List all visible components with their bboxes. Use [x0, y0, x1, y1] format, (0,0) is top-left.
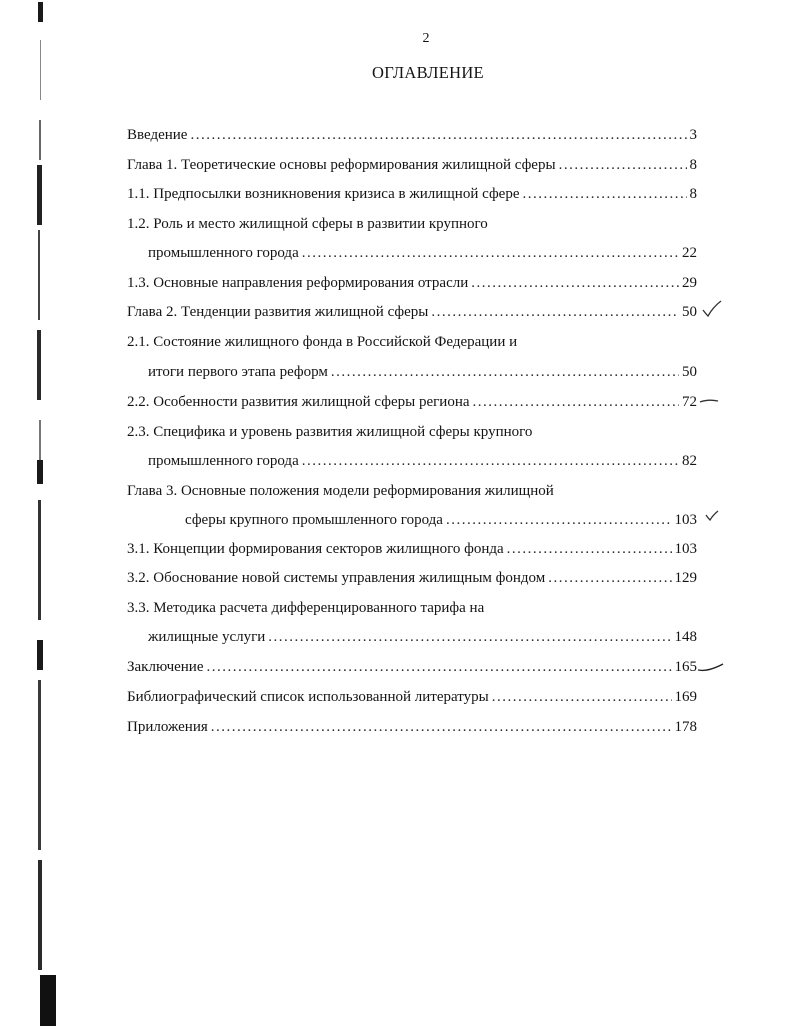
toc-entry-1-2[interactable]: [127, 213, 488, 235]
toc-entry-text: 1.3. Основные направления реформирования отрасли: [127, 275, 469, 291]
dot-leader: [559, 154, 687, 176]
dot-leader: [473, 391, 679, 413]
handwritten-dash-icon: [698, 396, 722, 406]
toc-entry-text: промышленного города: [148, 245, 299, 261]
toc-entry-chapter-2[interactable]: [127, 301, 697, 323]
page-number: 2: [422, 31, 430, 46]
toc-entry-text: промышленного города: [148, 453, 299, 469]
toc-entry-text: 2.1. Состояние жилищного фонда в Российской Федерации и: [127, 334, 518, 350]
scan-edge-artifact: [34, 0, 64, 1026]
toc-entry-introduction[interactable]: [127, 124, 697, 146]
toc-entry-page: 8: [689, 186, 697, 202]
toc-entry-3-2[interactable]: [127, 567, 697, 589]
toc-entry-page: 8: [689, 157, 697, 173]
toc-entry-text: Глава 2. Тенденции развития жилищной сферы: [127, 304, 429, 320]
dot-leader: [190, 124, 686, 146]
dot-leader: [471, 272, 679, 294]
toc-entry-chapter-3[interactable]: [127, 480, 554, 502]
toc-entry-text: Библиографический список использованной литературы: [127, 689, 489, 705]
toc-entry-text: жилищные услуги: [148, 629, 266, 645]
dot-leader: [431, 301, 679, 323]
toc-entry-page: 178: [674, 719, 697, 735]
toc-entry-text: Глава 1. Теоретические основы реформирования жилищной сферы: [127, 157, 556, 173]
toc-entry-page: 169: [674, 689, 697, 705]
toc-entry-appendices[interactable]: [127, 716, 697, 738]
toc-entry-3-3[interactable]: [127, 597, 484, 619]
toc-entry-text: Глава 3. Основные положения модели реформирования жилищной: [127, 483, 554, 499]
toc-entry-3-3-continued[interactable]: [148, 626, 697, 648]
toc-entry-2-1-continued[interactable]: [148, 361, 697, 383]
toc-entry-3-1[interactable]: [127, 538, 697, 560]
dot-leader: [302, 242, 679, 264]
toc-entry-2-3[interactable]: [127, 421, 532, 443]
toc-entry-text: 3.2. Обоснование новой системы управления жилищным фондом: [127, 570, 546, 586]
toc-entry-page: 50: [682, 364, 697, 380]
toc-entry-conclusion[interactable]: [127, 656, 697, 678]
toc-entry-chapter-3-continued[interactable]: [185, 509, 697, 531]
toc-entry-page: 103: [674, 541, 697, 557]
toc-entry-page: 165: [674, 659, 697, 675]
toc-entry-1-1[interactable]: [127, 183, 697, 205]
toc-entry-text: сферы крупного промышленного города: [185, 512, 443, 528]
toc-entry-page: 29: [682, 275, 697, 291]
toc-entry-page: 22: [682, 245, 697, 261]
dot-leader: [548, 567, 671, 589]
toc-entry-chapter-1[interactable]: [127, 154, 697, 176]
toc-entry-1-2-continued[interactable]: [148, 242, 697, 264]
toc-entry-page: 82: [682, 453, 697, 469]
toc-entry-2-1[interactable]: [127, 331, 517, 353]
page-title: ОГЛАВЛЕНИЕ: [372, 63, 484, 82]
dot-leader: [207, 656, 672, 678]
toc-entry-text: 1.2. Роль и место жилищной сферы в развитии крупного: [127, 216, 488, 232]
toc-entry-page: 129: [674, 570, 697, 586]
toc-entry-page: 72: [682, 394, 697, 410]
dot-leader: [331, 361, 679, 383]
handwritten-tick-icon: [704, 509, 720, 523]
dot-leader: [446, 509, 672, 531]
toc-entry-page: 3: [689, 127, 697, 143]
toc-entry-text: 1.1. Предпосылки возникновения кризиса в жилищной сфере: [127, 186, 520, 202]
toc-entry-text: 3.1. Концепции формирования секторов жилищного фонда: [127, 541, 504, 557]
toc-entry-text: Приложения: [127, 719, 208, 735]
dot-leader: [522, 183, 686, 205]
dot-leader: [507, 538, 672, 560]
toc-entry-page: 148: [674, 629, 697, 645]
toc-entry-2-2[interactable]: [127, 391, 697, 413]
toc-entry-page: 50: [682, 304, 697, 320]
dot-leader: [492, 686, 672, 708]
toc-entry-text: итоги первого этапа реформ: [148, 364, 328, 380]
toc-entry-text: 3.3. Методика расчета дифференцированного тарифа на: [127, 600, 485, 616]
toc-entry-text: Заключение: [127, 659, 204, 675]
toc-entry-text: Введение: [127, 127, 188, 143]
toc-entry-text: 2.3. Специфика и уровень развития жилищной сферы крупного: [127, 424, 533, 440]
toc-entry-page: 103: [674, 512, 697, 528]
dot-leader: [211, 716, 672, 738]
toc-entry-1-3[interactable]: [127, 272, 697, 294]
dot-leader: [268, 626, 671, 648]
dot-leader: [302, 450, 679, 472]
toc-entry-2-3-continued[interactable]: [148, 450, 697, 472]
toc-entry-text: 2.2. Особенности развития жилищной сферы региона: [127, 394, 470, 410]
handwritten-checkmark-icon: [700, 299, 724, 319]
handwritten-swoosh-icon: [696, 660, 726, 674]
toc-entry-bibliography[interactable]: [127, 686, 697, 708]
